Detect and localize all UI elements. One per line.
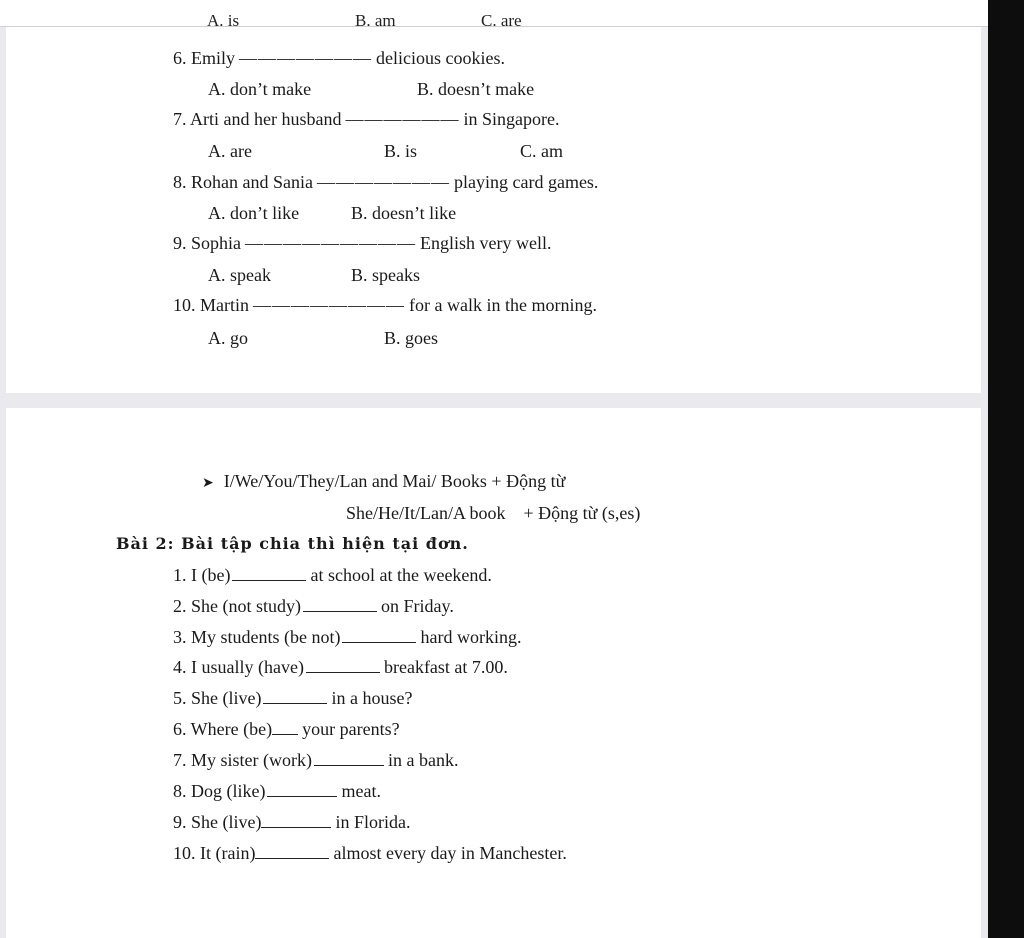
option: A. are — [208, 141, 252, 161]
cut-option-c: C. are — [481, 11, 522, 27]
list-item: 9. She (live) in Florida. — [173, 812, 411, 832]
option: B. speaks — [351, 265, 420, 285]
list-item: 3. My students (be not) hard working. — [173, 627, 522, 647]
option: A. don’t like — [208, 203, 300, 223]
rule-singular: She/He/It/Lan/A book + Động từ (s,es) — [346, 503, 641, 523]
option: B. doesn’t make — [417, 79, 535, 99]
screen-edge — [988, 0, 1024, 938]
page-exercise-1 — [6, 27, 981, 393]
option: A. don’t make — [208, 79, 312, 99]
list-item: 7. My sister (work) in a bank. — [173, 750, 459, 770]
rule-plural: ➤ I/We/You/They/Lan and Mai/ Books + Động từ — [202, 471, 566, 491]
question-6: 6. Emily ——————— delicious cookies. — [173, 48, 505, 68]
arrowhead-bullet-icon: ➤ — [202, 476, 214, 491]
list-item: 4. I usually (have) breakfast at 7.00. — [173, 657, 508, 677]
question-8: 8. Rohan and Sania ——————— playing card games. — [173, 172, 599, 192]
option: B. doesn’t like — [351, 203, 457, 223]
question-7: 7. Arti and her husband —————— in Singapore. — [173, 109, 560, 129]
option: B. goes — [384, 328, 438, 348]
option: B. is — [384, 141, 418, 161]
page-exercise-2 — [6, 408, 981, 938]
list-item: 2. She (not study) on Friday. — [173, 596, 454, 616]
exercise-heading: Bài 2: Bài tập chia thì hiện tại đơn. — [116, 534, 469, 553]
question-9: 9. Sophia ————————— English very well. — [173, 233, 552, 253]
question-10: 10. Martin ———————— for a walk in the morning. — [173, 295, 597, 315]
option: A. go — [208, 328, 248, 348]
cut-option-b: B. am — [355, 11, 396, 27]
previous-page-edge — [0, 0, 988, 27]
list-item: 1. I (be) at school at the weekend. — [173, 565, 492, 585]
cut-option-a: A. is — [207, 11, 240, 27]
list-item: 5. She (live) in a house? — [173, 688, 413, 708]
list-item: 10. It (rain) almost every day in Manchester. — [173, 843, 567, 863]
option: A. speak — [208, 265, 271, 285]
option: C. am — [520, 141, 563, 161]
list-item: 6. Where (be) your parents? — [173, 719, 400, 739]
list-item: 8. Dog (like) meat. — [173, 781, 381, 801]
